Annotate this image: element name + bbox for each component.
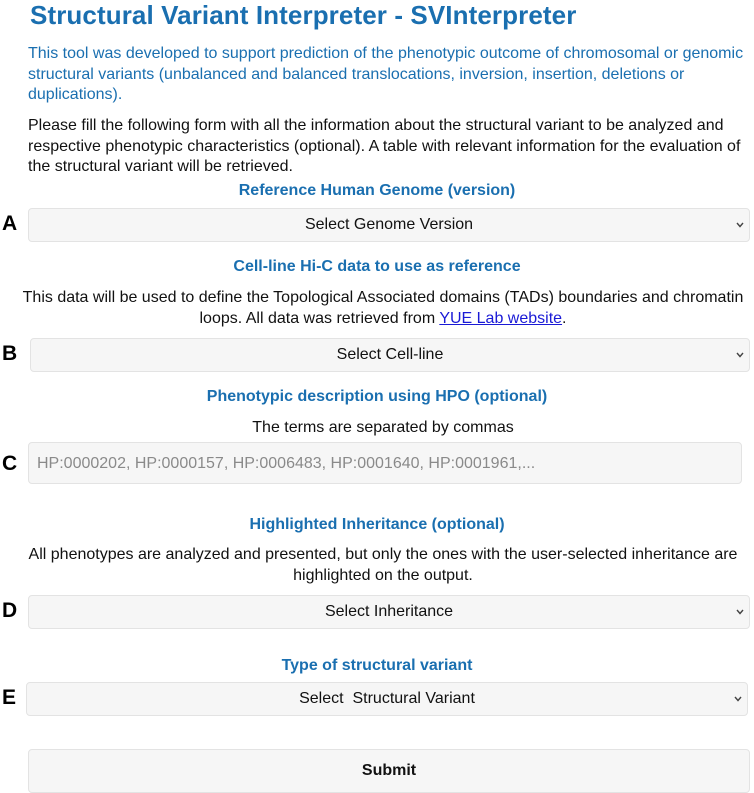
structural-variant-select[interactable] (26, 682, 748, 716)
inheritance-selected: Select Inheritance (324, 603, 454, 620)
cellline-selected: Select Cell-line (336, 346, 444, 363)
inheritance-description: All phenotypes are analyzed and presented, but only the ones with the user-selected inheritance are highlighted on the output. (28, 546, 738, 584)
intro-text: This tool was developed to support prediction of the phenotypic outcome of chromosomal or genomic structural variants (unbalanced and balanced translocations, inversion, insertion, deletions or duplications). (28, 45, 744, 103)
cellline-description (18, 288, 748, 329)
cellline-description-end: . (562, 309, 567, 327)
inheritance-select[interactable] (28, 595, 750, 629)
variant-heading: Type of structural variant (281, 657, 473, 674)
chevron-down-icon (736, 222, 744, 228)
label-letter-a: A (2, 212, 18, 235)
label-letter-c: C (2, 452, 18, 475)
cellline-heading: Cell-line Hi-C data to use as reference (233, 258, 521, 275)
label-letter-e: E (2, 686, 17, 709)
yue-lab-link[interactable]: YUE Lab website (439, 309, 563, 327)
cellline-description-text: This data will be used to define the Topological Associated domains (TADs) boundaries and chromatin loops. All data was retrieved from (22, 289, 744, 327)
submit-button[interactable]: Submit (28, 749, 750, 793)
page-title: Structural Variant Interpreter - SVInterpreter (30, 0, 577, 30)
chevron-down-icon (734, 696, 742, 702)
inheritance-heading: Highlighted Inheritance (optional) (249, 516, 505, 533)
cellline-select[interactable] (30, 338, 750, 372)
genome-heading: Reference Human Genome (version) (238, 182, 516, 199)
structural-variant-selected: Select Structural Variant (299, 690, 475, 707)
chevron-down-icon (736, 609, 744, 615)
hpo-heading: Phenotypic description using HPO (optional) (206, 388, 548, 405)
label-letter-b: B (2, 342, 18, 365)
hpo-terms-input[interactable] (28, 442, 742, 484)
genome-version-selected: Select Genome Version (304, 216, 474, 233)
chevron-down-icon (736, 352, 744, 358)
genome-version-select[interactable] (28, 208, 750, 242)
instructions-text: Please fill the following form with all the information about the structural variant to be analyzed and respective phenotypic characteristics (optional). A table with relevant information for the evaluation of the structural variant will be retrieved. (28, 117, 741, 175)
hpo-description: The terms are separated by commas (252, 419, 514, 436)
label-letter-d: D (2, 599, 18, 622)
